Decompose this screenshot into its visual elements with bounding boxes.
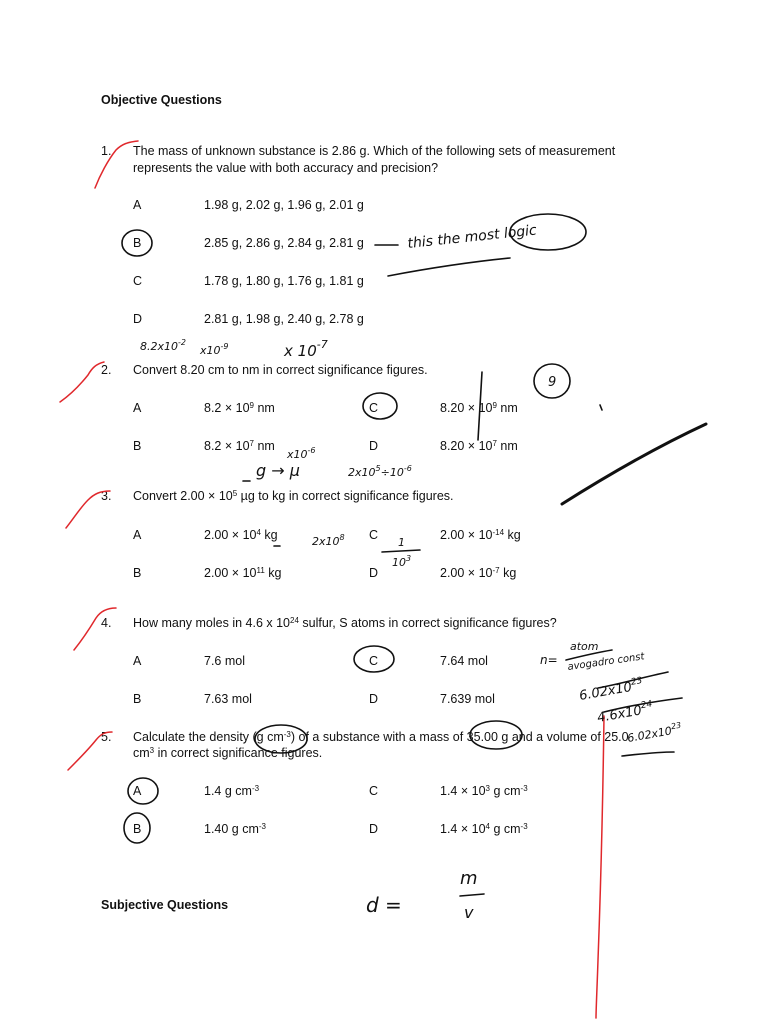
q4-option-a-letter[interactable]: A <box>133 654 142 668</box>
q3-option-a-value: $2.00 \times 10^4$ kg <box>204 528 278 542</box>
work-q4b: atom <box>570 640 599 653</box>
objective-questions-heading: Objective Questions <box>101 93 222 107</box>
q1-option-a-letter[interactable]: A <box>133 198 142 212</box>
q1-option-d-value: 2.81 g, 1.98 g, 2.40 g, 2.78 g <box>204 312 364 326</box>
line-q1 <box>388 258 510 276</box>
dot-mark <box>600 405 602 410</box>
q1-option-d-letter[interactable]: D <box>133 312 143 326</box>
q5-option-b-letter[interactable]: B <box>133 822 142 836</box>
q1-option-c-value: 1.78 g, 1.80 g, 1.76 g, 1.81 g <box>204 274 364 288</box>
q1-option-a-value: 1.98 g, 2.02 g, 1.96 g, 2.01 g <box>204 198 364 212</box>
diagonal-line <box>562 424 706 504</box>
work-q3f: 1 <box>398 536 405 549</box>
fraction-bar-q4 <box>566 650 612 660</box>
q5-option-b-value: 1.40 g $cm^{-3}$ <box>204 822 267 836</box>
work-q3e: $2x10^8$ <box>312 533 345 548</box>
q3-option-a-letter[interactable]: A <box>133 528 142 542</box>
q1-option-b-letter[interactable]: B <box>133 236 142 250</box>
work-q3b: g → µ <box>256 461 300 480</box>
q1-number: 1. <box>101 144 112 158</box>
formula-d: d = <box>366 893 402 917</box>
work-q4c: avogadro const <box>566 651 646 673</box>
work-q2a: $8.2x10^{-2}$ <box>140 338 186 353</box>
q2-text: Convert 8.20 cm to nm in correct significance figures. <box>133 363 428 377</box>
work-q2c: x $10^{-7}$ <box>284 338 328 360</box>
work-q4a: n= <box>540 653 558 667</box>
q1-text: The mass of unknown substance is 2.86 g. Which of the following sets of measurement represents the value with both accuracy and precision? <box>133 144 616 175</box>
q5-option-d-value: $1.4 \times 10^4$ g $cm^{-3}$ <box>440 822 528 836</box>
q3-option-c-value: $2.00 \times 10^{-14}$ kg <box>440 528 521 542</box>
q5-text-line1: Calculate the density (g $cm^{-3}$) of a substance with a mass of 35.00 g and a volume of 25.0 <box>133 730 629 744</box>
subjective-questions-heading: Subjective Questions <box>101 898 229 912</box>
q2-option-a-value: $8.2 \times 10^9$ nm <box>204 401 275 415</box>
q5-number: 5. <box>101 730 112 744</box>
q3-text: Convert $2.00 \times 10^5$ µg to kg in correct significance figures. <box>133 489 454 503</box>
formula-v: v <box>464 903 474 922</box>
fraction-bar-density <box>460 894 484 896</box>
q1-option-b-value: 2.85 g, 2.86 g, 2.84 g, 2.81 g <box>204 236 364 250</box>
q5-option-a-letter[interactable]: A <box>133 784 142 798</box>
q2-option-d-value: $8.20 \times 10^7$ nm <box>440 439 518 453</box>
work-q2d: 9 <box>548 375 557 390</box>
work-q3c: $2x10^5\div 10^{-6}$ <box>348 464 412 479</box>
q4-option-c-letter[interactable]: C <box>369 654 379 668</box>
line-q4c <box>622 752 674 756</box>
work-q3a: $x10^{-6}$ <box>287 446 316 461</box>
circle-q2-exp <box>534 364 570 398</box>
work-q4e: $4.6x10^{24}$ <box>596 699 653 726</box>
work-q2b: $x10^{-9}$ <box>200 342 229 357</box>
work-q4d: $6.02x10^{23}$ <box>578 675 644 704</box>
work-q3g: $10^3$ <box>392 554 412 569</box>
q2-number: 2. <box>101 363 112 377</box>
q4-option-d-letter[interactable]: D <box>369 692 379 706</box>
q5-text-line2: $cm^3$ in correct significance figures. <box>133 746 323 760</box>
line-q4b <box>604 698 682 712</box>
q5-option-d-letter[interactable]: D <box>369 822 379 836</box>
q3-option-b-value: $2.00 \times 10^{11}$ kg <box>204 566 282 580</box>
q4-option-a-value: 7.6 mol <box>204 654 245 668</box>
q2-option-d-letter[interactable]: D <box>369 439 379 453</box>
q4-option-d-value: 7.639 mol <box>440 692 495 706</box>
red-check-q2 <box>60 362 104 402</box>
q2-option-c-value: $8.20 \times 10^9$ nm <box>440 401 518 415</box>
q2-option-b-value: $8.2 \times 10^7$ nm <box>204 439 275 453</box>
q3-number: 3. <box>101 489 112 503</box>
circle-q1-note <box>510 214 586 250</box>
q1-option-c-letter[interactable]: C <box>133 274 143 288</box>
q3-option-d-letter[interactable]: D <box>369 566 379 580</box>
q3-option-d-value: $2.00 \times 10^{-7}$ kg <box>440 566 517 580</box>
q5-option-c-value: $1.4 \times 10^3$ g $cm^{-3}$ <box>440 784 528 798</box>
formula-m: m <box>460 868 478 889</box>
q3-option-c-letter[interactable]: C <box>369 528 379 542</box>
q4-option-b-value: 7.63 mol <box>204 692 252 706</box>
fraction-bar-q3 <box>382 550 420 552</box>
q3-option-b-letter[interactable]: B <box>133 566 142 580</box>
q5-option-c-letter[interactable]: C <box>369 784 379 798</box>
work-q4f: $6.02x10^{23}$ <box>626 720 682 745</box>
line-q4 <box>598 672 668 688</box>
q4-option-c-value: 7.64 mol <box>440 654 488 668</box>
q2-option-c-letter[interactable]: C <box>369 401 379 415</box>
q2-option-a-letter[interactable]: A <box>133 401 142 415</box>
note-q1: this the most logic <box>406 222 538 252</box>
red-vertical-line <box>596 716 604 1018</box>
q4-number: 4. <box>101 616 112 630</box>
q4-text: How many moles in 4.6 x $10^{24}$ sulfur, S atoms in correct significance figures? <box>133 616 557 630</box>
q2-option-b-letter[interactable]: B <box>133 439 142 453</box>
q4-option-b-letter[interactable]: B <box>133 692 142 706</box>
q5-option-a-value: 1.4 g $cm^{-3}$ <box>204 784 260 798</box>
